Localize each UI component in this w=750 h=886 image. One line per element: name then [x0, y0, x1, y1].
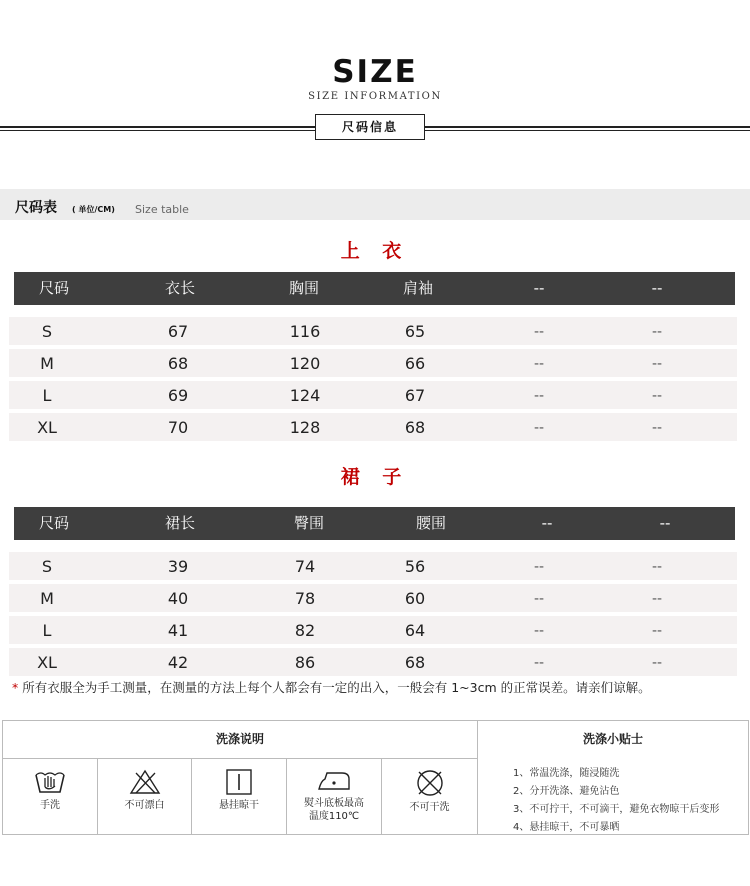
table-cell: --	[533, 388, 545, 404]
table-header-cell: 胸围	[288, 279, 319, 297]
care-tip: 3、不可拧干，不可滴干，避免衣物晾干后变形	[513, 804, 720, 815]
table-cell: --	[651, 356, 663, 372]
table-cell: --	[533, 559, 545, 575]
care-tip: 4、悬挂晾干，不可暴晒	[513, 822, 620, 833]
table-row	[9, 552, 737, 580]
table-header-cell: --	[541, 514, 553, 532]
note-star: *	[12, 680, 19, 695]
table-cell: 67	[167, 322, 189, 341]
table-row	[9, 648, 737, 676]
table-cell: 56	[404, 557, 426, 576]
care-item-iron	[287, 759, 381, 834]
hang-dry-icon	[222, 769, 256, 795]
size-cell: S	[41, 557, 53, 576]
table-cell: 66	[404, 354, 426, 373]
table-header-cell: 衣长	[164, 279, 195, 297]
size-title: SIZE	[332, 54, 418, 90]
care-tip: 1、常温洗涤，随浸随洗	[513, 768, 620, 779]
table-cell: --	[651, 655, 663, 671]
table-cell: --	[651, 324, 663, 340]
care-instructions-title: 洗涤说明	[215, 732, 264, 746]
skirt-title: 裙 子	[340, 466, 410, 488]
table-cell: --	[533, 420, 545, 436]
table-cell: 68	[404, 653, 426, 672]
table-cell: 68	[404, 418, 426, 437]
care-tips-title: 洗涤小贴士	[582, 732, 643, 746]
table-cell: --	[651, 559, 663, 575]
care-item-no-bleach	[98, 759, 191, 834]
table-cell: --	[533, 623, 545, 639]
no-dry-clean-icon	[413, 769, 447, 797]
size-cell: M	[40, 589, 54, 608]
table-cell: 39	[167, 557, 189, 576]
care-item-no-dry-clean	[382, 759, 477, 834]
no-bleach-icon	[128, 769, 162, 795]
hand-wash-icon	[33, 769, 67, 795]
table-cell: 86	[294, 653, 316, 672]
size-info-tag: 尺码信息	[315, 114, 425, 140]
table-row	[9, 317, 737, 345]
table-cell: 68	[167, 354, 189, 373]
table-header-cell: 腰围	[415, 514, 446, 532]
table-cell: 124	[289, 386, 321, 405]
table-header-cell: --	[651, 279, 663, 297]
size-cell: L	[42, 386, 52, 405]
table-cell: 74	[294, 557, 316, 576]
care-panel	[2, 720, 749, 835]
table-header-cell: 臀围	[293, 514, 324, 532]
table-cell: 70	[167, 418, 189, 437]
size-cell: XL	[37, 418, 57, 437]
table-cell: 78	[294, 589, 316, 608]
size-subtitle: SIZE INFORMATION	[308, 91, 442, 102]
table-cell: --	[651, 420, 663, 436]
table-row	[9, 381, 737, 409]
table-cell: --	[651, 623, 663, 639]
care-item-hang-dry	[192, 759, 286, 834]
table-row	[9, 616, 737, 644]
table-header-cell: --	[659, 514, 671, 532]
table-cell: 82	[294, 621, 316, 640]
table-cell: 60	[404, 589, 426, 608]
size-table-subtitle: Size table	[135, 203, 189, 216]
table-cell: 64	[404, 621, 426, 640]
table-cell: --	[533, 324, 545, 340]
table-cell: 67	[404, 386, 426, 405]
table-header-cell: 尺码	[38, 514, 69, 532]
table-row	[9, 349, 737, 377]
table-cell: 128	[289, 418, 321, 437]
size-table-title: 尺码表	[15, 200, 57, 216]
size-cell: L	[42, 621, 52, 640]
tops-table-header	[14, 272, 735, 305]
size-table-unit: ( 单位/CM)	[72, 205, 115, 214]
table-header-cell: 裙长	[164, 514, 195, 532]
table-cell: --	[651, 591, 663, 607]
table-row	[9, 584, 737, 612]
skirt-table-header	[14, 507, 735, 540]
table-cell: 65	[404, 322, 426, 341]
table-header-cell: 肩袖	[402, 279, 433, 297]
care-item-label: 手洗	[40, 800, 60, 811]
table-cell: 40	[167, 589, 189, 608]
care-item-label: 不可漂白	[124, 800, 165, 811]
tops-title: 上 衣	[340, 240, 410, 262]
size-cell: M	[40, 354, 54, 373]
size-cell: XL	[37, 653, 57, 672]
table-cell: 116	[289, 322, 321, 341]
care-item-hand-wash	[3, 759, 97, 834]
table-cell: --	[533, 591, 545, 607]
table-cell: --	[533, 655, 545, 671]
table-cell: 69	[167, 386, 189, 405]
care-item-label: 熨斗底板最高 温度110℃	[304, 798, 364, 822]
care-item-label: 不可干洗	[409, 802, 450, 813]
measurement-note	[12, 678, 651, 696]
note-text: 所有衣服全为手工测量，在测量的方法上每个人都会有一定的出入，一般会有 1~3cm 的正常误差。请亲们谅解。	[22, 680, 651, 695]
table-header-cell: 尺码	[38, 279, 69, 297]
table-cell: 41	[167, 621, 189, 640]
table-header-cell: --	[533, 279, 545, 297]
table-cell: --	[533, 356, 545, 372]
size-cell: S	[41, 322, 53, 341]
table-cell: 42	[167, 653, 189, 672]
table-cell: 120	[289, 354, 321, 373]
table-cell: --	[651, 388, 663, 404]
care-item-label: 悬挂晾干	[219, 800, 259, 811]
table-row	[9, 413, 737, 441]
iron-icon	[315, 767, 353, 793]
care-tip: 2、分开洗涤、避免沾色	[513, 786, 620, 797]
